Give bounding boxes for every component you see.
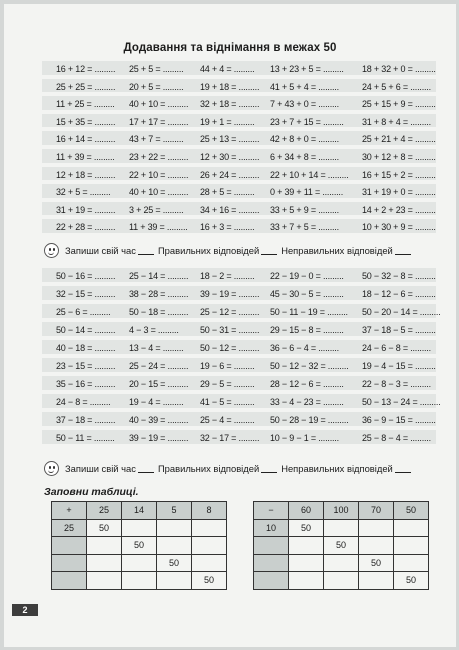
table-header-cell [52, 554, 87, 572]
table-cell[interactable]: 50 [192, 572, 227, 590]
correct-blank [261, 245, 277, 255]
exercise-item[interactable]: 24 + 5 + 6 = ......... [362, 81, 431, 92]
table-cell[interactable] [192, 519, 227, 537]
table-header-cell: 50 [394, 502, 429, 520]
table-cell[interactable] [87, 537, 122, 555]
table-cell[interactable] [289, 554, 324, 572]
exercise-item[interactable]: 10 − 9 − 1 = ......... [270, 433, 339, 443]
exercise-item[interactable]: 20 + 5 = ......... [129, 81, 184, 92]
exercise-item[interactable]: 20 − 15 = ......... [129, 379, 189, 389]
table-cell[interactable] [324, 554, 359, 572]
exercise-item[interactable]: 22 − 8 − 3 = ......... [362, 379, 431, 389]
exercise-item[interactable]: 22 + 10 = ......... [129, 169, 189, 180]
smiley-icon [44, 243, 59, 258]
incorrect-label: Неправильних відповідей [281, 244, 393, 256]
exercise-item[interactable]: 25 − 14 = ......... [129, 271, 189, 281]
table-cell[interactable] [192, 554, 227, 572]
exercise-item[interactable]: 23 − 15 = ......... [56, 361, 116, 371]
correct-label: Правильних відповідей [157, 244, 260, 256]
exercise-item[interactable]: 18 − 12 − 6 = ......... [362, 289, 436, 299]
exercise-item[interactable]: 13 − 4 = ......... [129, 343, 184, 353]
exercise-item[interactable]: 50 − 18 = ......... [129, 307, 189, 317]
table-cell[interactable] [324, 519, 359, 537]
exercise-item[interactable]: 44 + 4 = ......... [200, 64, 255, 74]
exercise-item[interactable]: 50 − 31 = ......... [200, 325, 260, 335]
incorrect-blank [395, 245, 411, 255]
table-cell[interactable] [394, 554, 429, 572]
exercise-item[interactable]: 35 − 16 = ......... [56, 379, 116, 389]
exercise-item[interactable]: 14 + 2 + 23 = ......... [362, 204, 436, 215]
exercise-item[interactable]: 16 + 12 = ......... [56, 64, 116, 74]
exercise-item[interactable]: 19 + 18 = ......... [200, 81, 260, 92]
table-header-cell: 5 [157, 502, 192, 520]
table-cell[interactable] [289, 537, 324, 555]
table-header-cell [254, 554, 289, 572]
exercise-item[interactable]: 50 − 14 = ......... [56, 325, 116, 335]
table-header-cell: 25 [52, 519, 87, 537]
exercise-item[interactable]: 25 + 25 = ......... [56, 81, 116, 92]
exercise-item[interactable]: 23 + 7 + 15 = ......... [270, 116, 344, 127]
table-header-cell [52, 572, 87, 590]
exercise-item[interactable]: 28 − 12 − 6 = ......... [270, 379, 344, 389]
exercise-item[interactable]: 33 + 5 + 9 = ......... [270, 204, 339, 215]
exercise-item[interactable]: 25 + 21 + 4 = ......... [362, 134, 436, 145]
exercise-item[interactable]: 40 − 18 = ......... [56, 343, 116, 353]
exercise-item[interactable]: 6 + 34 + 8 = ......... [270, 152, 339, 162]
exercise-item[interactable]: 4 − 3 = ......... [129, 325, 179, 335]
exercise-item[interactable]: 26 + 24 = ......... [200, 169, 260, 180]
write-time-label: Запиши свій час [65, 244, 136, 256]
exercise-item[interactable]: 16 + 14 = ......... [56, 134, 116, 145]
table-cell[interactable] [122, 554, 157, 572]
table-row [52, 554, 227, 572]
record-row-2 [44, 459, 449, 477]
exercise-item[interactable]: 32 − 17 = ......... [200, 433, 260, 443]
exercise-item[interactable]: 25 − 8 − 4 = ......... [362, 433, 431, 443]
exercise-item[interactable]: 40 − 39 = ......... [129, 415, 189, 425]
table-cell[interactable] [192, 537, 227, 555]
table-header-cell [254, 537, 289, 555]
table-cell[interactable]: 50 [324, 537, 359, 555]
exercise-item[interactable]: 40 + 10 = ......... [129, 99, 189, 110]
page-number: 2 [12, 604, 38, 616]
exercise-item[interactable]: 36 − 9 − 15 = ......... [362, 415, 436, 425]
table-cell[interactable] [289, 572, 324, 590]
table-cell[interactable] [394, 519, 429, 537]
exercise-item[interactable]: 31 + 8 + 4 = ......... [362, 116, 431, 127]
exercise-item[interactable]: 16 + 3 = ......... [200, 222, 255, 233]
table-row [254, 554, 429, 572]
exercise-item[interactable]: 28 + 5 = ......... [200, 187, 255, 198]
table-cell[interactable]: 50 [87, 519, 122, 537]
exercise-item[interactable]: 23 + 22 = ......... [129, 152, 189, 162]
exercise-item[interactable]: 19 − 4 − 15 = ......... [362, 361, 436, 371]
smiley-icon [44, 461, 59, 476]
exercise-item[interactable]: 24 − 8 = ......... [56, 397, 111, 407]
page-title: Додавання та віднімання в межах 50 [123, 42, 337, 54]
write-time-label: Запиши свій час [65, 462, 136, 474]
exercise-item[interactable]: 22 + 10 + 14 = ......... [270, 169, 349, 180]
table-cell[interactable] [359, 572, 394, 590]
exercise-item[interactable]: 25 − 12 = ......... [200, 307, 260, 317]
exercise-item[interactable]: 11 + 25 = ......... [56, 99, 115, 110]
correct-blank [261, 463, 277, 473]
table-cell[interactable]: 50 [289, 519, 324, 537]
table-header-row [52, 502, 227, 520]
exercise-item[interactable]: 50 − 12 − 32 = ......... [270, 361, 349, 371]
fill-tables-heading: Заповни таблиці. [44, 486, 139, 498]
table-header-cell: − [254, 502, 289, 520]
exercise-item[interactable]: 18 − 2 = ......... [200, 271, 255, 281]
table-header-cell [254, 572, 289, 590]
table-header-cell: 14 [122, 502, 157, 520]
exercise-item[interactable]: 50 − 13 − 24 = ......... [362, 397, 441, 407]
exercise-item[interactable]: 25 − 4 = ......... [200, 415, 255, 425]
table-row [254, 537, 429, 555]
exercise-item[interactable]: 41 − 5 = ......... [200, 397, 255, 407]
exercise-item[interactable]: 50 − 32 − 8 = ......... [362, 271, 436, 281]
exercise-item[interactable]: 19 − 4 = ......... [129, 397, 184, 407]
exercise-item[interactable]: 29 − 15 − 8 = ......... [270, 325, 344, 335]
exercise-item[interactable]: 39 − 19 = ......... [200, 289, 260, 299]
exercise-item[interactable]: 17 + 17 = ......... [129, 116, 189, 127]
exercise-item[interactable]: 7 + 43 + 0 = ......... [270, 99, 339, 110]
exercise-item[interactable]: 43 + 7 = ......... [129, 134, 184, 145]
exercise-item[interactable]: 29 − 5 = ......... [200, 379, 255, 389]
table-cell[interactable] [157, 572, 192, 590]
table-header-cell: + [52, 502, 87, 520]
subtraction-table [253, 501, 429, 590]
exercise-item[interactable]: 50 − 16 = ......... [56, 271, 116, 281]
incorrect-blank [395, 463, 411, 473]
exercise-item[interactable]: 24 − 6 − 8 = ......... [362, 343, 431, 353]
exercise-item[interactable]: 12 + 18 = ......... [56, 169, 116, 180]
exercise-item[interactable]: 19 + 1 = ......... [200, 116, 255, 127]
table-header-cell [52, 537, 87, 555]
time-blank [138, 463, 154, 473]
exercise-item[interactable]: 37 − 18 − 5 = ......... [362, 325, 436, 335]
exercise-item[interactable]: 18 + 32 + 0 = ......... [362, 64, 436, 74]
exercise-item[interactable]: 22 + 28 = ......... [56, 222, 116, 233]
exercise-item[interactable]: 37 − 18 = ......... [56, 415, 116, 425]
exercise-item[interactable]: 50 − 28 − 19 = ......... [270, 415, 349, 425]
exercise-item[interactable]: 50 − 11 = ......... [56, 433, 115, 443]
incorrect-label: Неправильних відповідей [281, 462, 393, 474]
exercise-item[interactable]: 50 − 12 = ......... [200, 343, 260, 353]
exercise-item[interactable]: 45 − 30 − 5 = ......... [270, 289, 344, 299]
table-header-cell: 70 [359, 502, 394, 520]
table-row [254, 572, 429, 590]
table-header-cell: 8 [192, 502, 227, 520]
table-cell[interactable] [359, 519, 394, 537]
table-cell[interactable] [87, 554, 122, 572]
exercise-item[interactable]: 25 − 6 = ......... [56, 307, 111, 317]
table-cell[interactable] [122, 519, 157, 537]
exercise-item[interactable]: 11 + 39 = ......... [56, 152, 115, 162]
table-cell[interactable] [394, 537, 429, 555]
exercise-item[interactable]: 25 + 5 = ......... [129, 64, 184, 74]
exercise-item[interactable]: 10 + 30 + 9 = ......... [362, 222, 436, 233]
table-cell[interactable]: 50 [157, 554, 192, 572]
exercise-item[interactable]: 40 + 10 = ......... [129, 187, 189, 198]
table-cell[interactable] [157, 519, 192, 537]
exercise-item[interactable]: 50 − 11 − 19 = ......... [270, 307, 348, 317]
exercise-item[interactable]: 32 + 5 = ......... [56, 187, 111, 198]
table-header-row [254, 502, 429, 520]
exercise-item[interactable]: 33 − 4 − 23 = ......... [270, 397, 344, 407]
table-cell[interactable] [359, 537, 394, 555]
exercise-item[interactable]: 16 + 15 + 2 = ......... [362, 169, 436, 180]
table-header-cell: 10 [254, 519, 289, 537]
table-cell[interactable]: 50 [359, 554, 394, 572]
exercise-item[interactable]: 25 + 15 + 9 = ......... [362, 99, 436, 110]
time-blank [138, 245, 154, 255]
exercise-item[interactable]: 22 − 19 − 0 = ......... [270, 271, 344, 281]
exercise-item[interactable]: 38 − 28 = ......... [129, 289, 189, 299]
exercise-item[interactable]: 41 + 5 + 4 = ......... [270, 81, 339, 92]
exercise-item[interactable]: 0 + 39 + 11 = ......... [270, 187, 344, 198]
table-row [52, 537, 227, 555]
table-cell[interactable] [122, 572, 157, 590]
exercise-item[interactable]: 39 − 19 = ......... [129, 433, 189, 443]
exercise-item[interactable]: 34 + 16 = ......... [200, 204, 260, 215]
addition-table [51, 501, 227, 590]
table-row [52, 519, 227, 537]
exercise-item[interactable]: 36 − 6 − 4 = ......... [270, 343, 339, 353]
table-cell[interactable]: 50 [122, 537, 157, 555]
exercise-item[interactable]: 19 − 6 = ......... [200, 361, 255, 371]
table-cell[interactable] [157, 537, 192, 555]
exercise-item[interactable]: 50 − 20 − 14 = ......... [362, 307, 441, 317]
table-cell[interactable] [87, 572, 122, 590]
exercise-item[interactable]: 25 − 24 = ......... [129, 361, 189, 371]
exercise-item[interactable]: 25 + 13 = ......... [200, 134, 260, 145]
exercise-item[interactable]: 31 + 19 = ......... [56, 204, 116, 215]
exercise-item[interactable]: 12 + 30 = ......... [200, 152, 260, 162]
record-row-1 [44, 241, 449, 259]
table-cell[interactable]: 50 [394, 572, 429, 590]
exercise-item[interactable]: 30 + 12 + 8 = ......... [362, 152, 436, 162]
table-cell[interactable] [324, 572, 359, 590]
correct-label: Правильних відповідей [157, 462, 260, 474]
exercise-item[interactable]: 3 + 25 = ......... [129, 204, 184, 215]
exercise-item[interactable]: 31 + 19 + 0 = ......... [362, 187, 436, 198]
exercise-item[interactable]: 15 + 35 = ......... [56, 116, 116, 127]
exercise-item[interactable]: 32 − 15 = ......... [56, 289, 116, 299]
exercise-item[interactable]: 13 + 23 + 5 = ......... [270, 64, 344, 74]
table-row [254, 519, 429, 537]
table-header-cell: 100 [324, 502, 359, 520]
exercise-item[interactable]: 33 + 7 + 5 = ......... [270, 222, 339, 233]
table-row [52, 572, 227, 590]
table-header-cell: 60 [289, 502, 324, 520]
exercise-item[interactable]: 32 + 18 = ......... [200, 99, 260, 110]
table-header-cell: 25 [87, 502, 122, 520]
workbook-page [4, 4, 456, 647]
exercise-item[interactable]: 11 + 39 = ......... [129, 222, 188, 233]
exercise-item[interactable]: 42 + 8 + 0 = ......... [270, 134, 339, 145]
